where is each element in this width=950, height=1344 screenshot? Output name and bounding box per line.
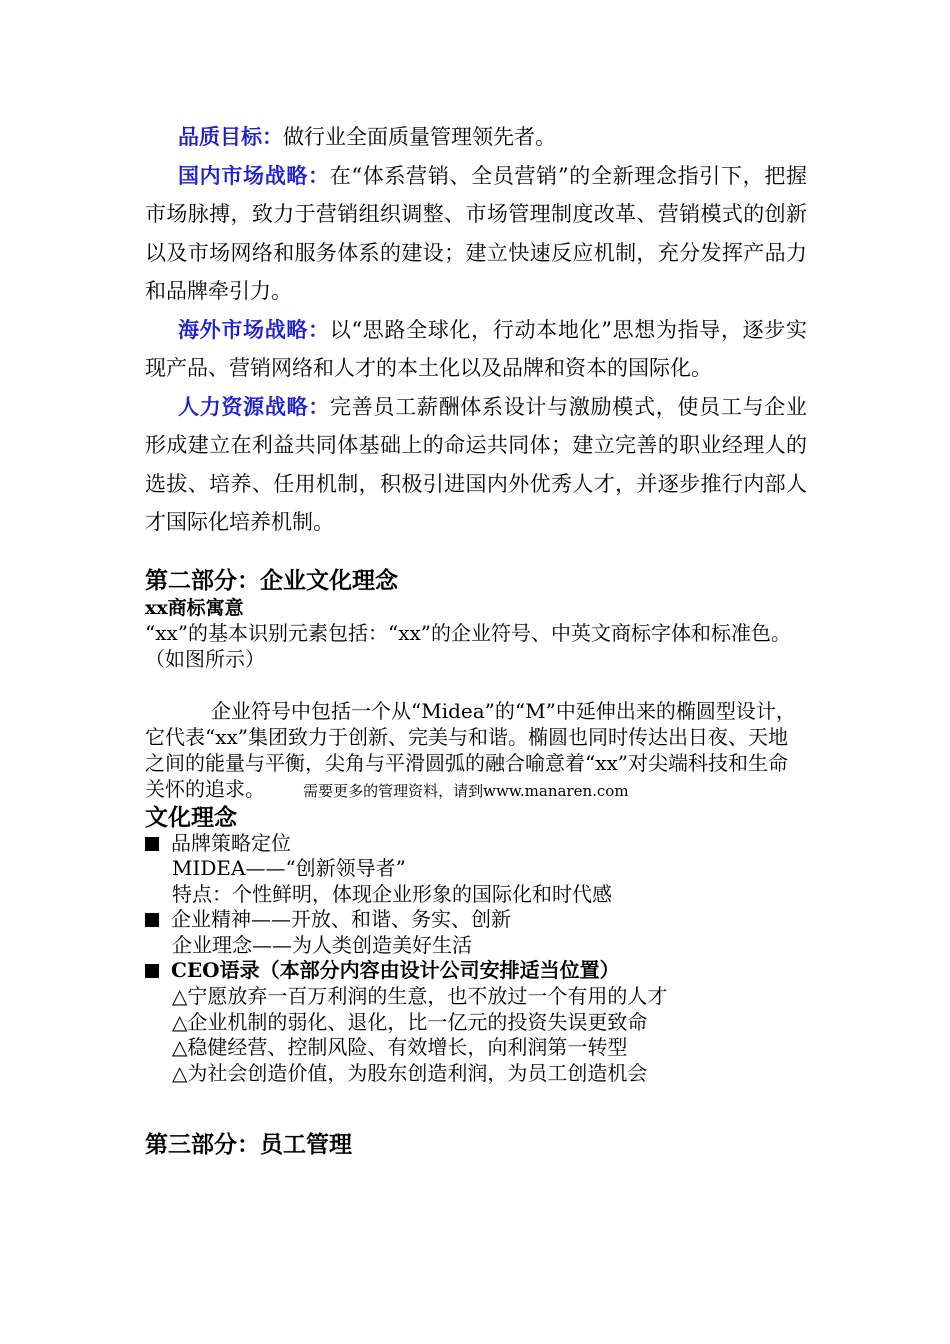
square-bullet-icon <box>145 913 159 927</box>
part3-title: 第三部分：员工管理 <box>145 1131 352 1159</box>
trademark-heading: xx商标寓意 <box>145 596 244 619</box>
quality-goal-paragraph <box>145 118 807 157</box>
culture-list <box>145 831 807 1087</box>
domestic-strategy-label: 国内市场战略： <box>178 162 330 188</box>
domestic-strategy-paragraph <box>145 157 807 311</box>
symbol-text: 企业符号中包括一个从“Midea”的“M”中延伸出来的椭圆型设计，它代表“xx”集团致力于创新、完美与和谐。椭圆也同时传达出日夜、天地之间的能量与平衡，尖角与平滑圆弧的融合喻意着“xx”对尖端科技和生命关怀的追求。 <box>145 698 796 801</box>
culture-item-head: 企业精神——开放、和谐、务实、创新 <box>145 907 807 933</box>
culture-item-line: MIDEA——“创新领导者” <box>172 856 406 881</box>
trademark-text: “xx”的基本识别元素包括：“xx”的企业符号、中英文商标字体和标准色。（如图所示） <box>145 620 792 671</box>
hr-strategy-paragraph <box>145 388 807 542</box>
square-bullet-icon <box>145 964 159 978</box>
culture-item-head: 品牌策略定位 <box>145 831 807 857</box>
note-text: 需要更多的管理资料，请到www.manaren.com <box>303 781 629 800</box>
ceo-quote: △宁愿放弃一百万利润的生意，也不放过一个有用的人才 <box>172 984 668 1009</box>
overseas-strategy-label: 海外市场战略： <box>178 316 330 342</box>
culture-item-line: 特点：个性鲜明，体现企业形象的国际化和时代感 <box>172 881 612 906</box>
symbol-paragraph <box>145 698 807 804</box>
domestic-strategy-text: 在“体系营销、全员营销”的全新理念指引下，把握市场脉搏，致力于营销组织调整、市场管理制度改革、营销模式的创新以及市场网络和服务体系的建设；建立快速反应机制，充分发挥产品力和品牌牵引力。 <box>145 163 807 303</box>
document-page <box>145 118 807 1160</box>
part2-title: 第二部分：企业文化理念 <box>145 566 398 594</box>
hr-strategy-text: 完善员工薪酬体系设计与激励模式，使员工与企业形成建立在利益共同体基础上的命运共同体；建立完善的职业经理人的选拔、培养、任用机制，积极引进国内外优秀人才，并逐步推行内部人才国际化培养机制。 <box>145 394 807 534</box>
culture-heading: 文化理念 <box>145 803 237 831</box>
quality-goal-text: 做行业全面质量管理领先者。 <box>283 125 556 149</box>
ceo-quote: △为社会创造价值，为股东创造利润，为员工创造机会 <box>172 1060 648 1085</box>
hr-strategy-label: 人力资源战略： <box>178 393 330 419</box>
overseas-strategy-text: 以“思路全球化，行动本地化”思想为指导，逐步实现产品、营销网络和人才的本土化以及品牌和资本的国际化。 <box>145 317 807 380</box>
quality-goal-label: 品质目标： <box>178 124 283 149</box>
ceo-quote: △稳健经营、控制风险、有效增长，向利润第一转型 <box>172 1035 628 1060</box>
culture-item-head: CEO语录（本部分内容由设计公司安排适当位置） <box>145 958 807 984</box>
square-bullet-icon <box>145 837 159 851</box>
overseas-strategy-paragraph <box>145 311 807 388</box>
culture-item-line: 企业理念——为人类创造美好生活 <box>172 932 472 957</box>
ceo-quote: △企业机制的弱化、退化，比一亿元的投资失误更致命 <box>172 1009 648 1034</box>
